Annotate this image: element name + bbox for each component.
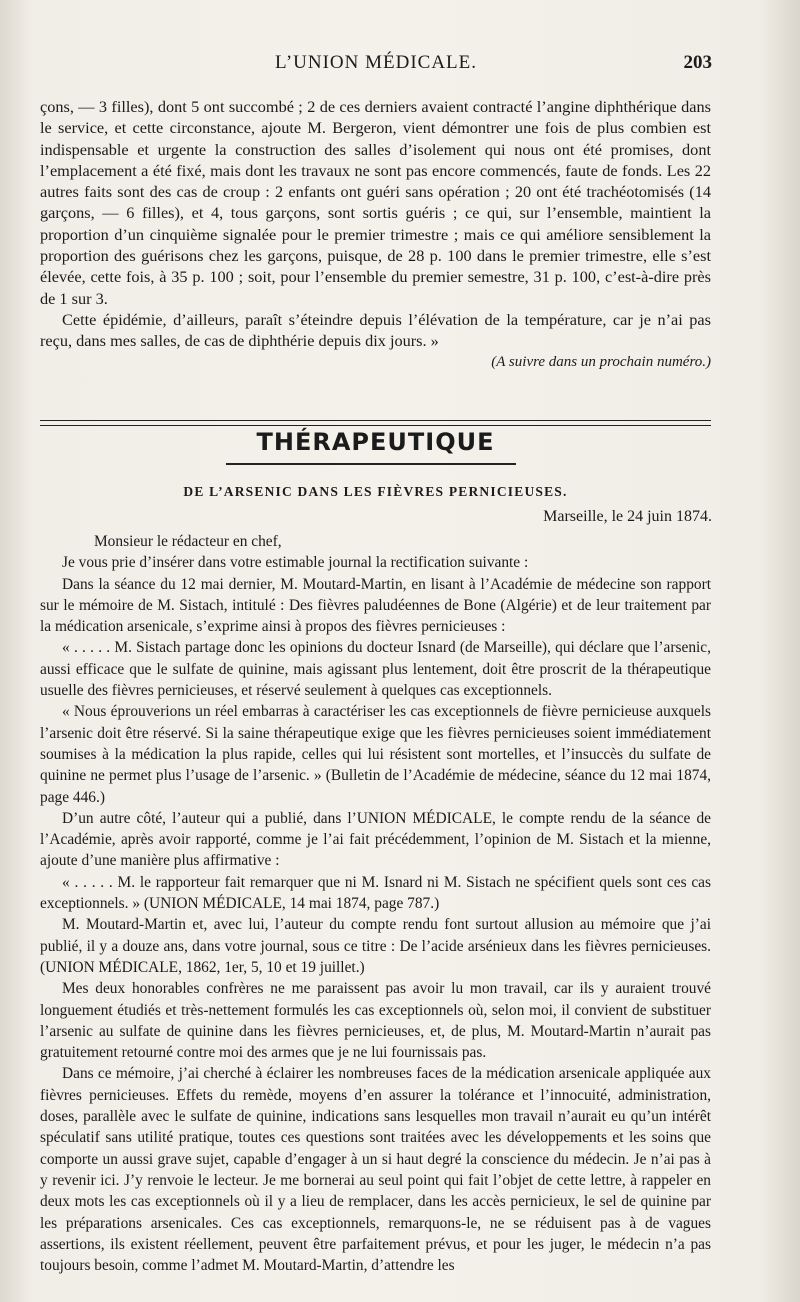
salutation: Monsieur le rédacteur en chef, bbox=[94, 533, 282, 550]
section-divider bbox=[40, 420, 711, 426]
section-underline bbox=[226, 463, 516, 465]
paragraph: D’un autre côté, l’auteur qui a publié, dans l’UNION MÉDICALE, le compte rendu de la séance de l’Académie, après avoir rapporté, comme je l’ai fait précédemment, l’opinion de M. Sistach et la mienne, ajoute d’une manière plus affirmative : bbox=[40, 809, 711, 870]
paragraph: çons, — 3 filles), dont 5 ont succombé ; 2 de ces derniers avaient contracté l’angine diphthérique dans le service, et cette circonstance, ajoute M. Bergeron, vient démontrer une fois de plus combien est indispensable et urgente la construction des salles d’isolement qui nous ont été promises, dont l’emplacement a été fixé, mais dont les travaux ne sont pas encore commencés, faute de fonds. Les 22 autres faits sont des cas de croup : 2 enfants ont guéri sans opération ; 20 ont été trachéotomisés (14 garçons, — 6 filles), et 4, tous garçons, sont sortis guéris ; ce qui, sur l’ensemble, maintient la proportion d’un cinquième signalée pour le premier trimestre ; mais ce qui améliore sensiblement la proportion des guérisons chez les garçons, puisque, de 28 p. 100 dans le premier trimestre, elle s’est élevée, cette fois, à 35 p. 100 ; soit, pour l’ensemble du premier semestre, 31 p. 100, c’est-à-dire près de 1 sur 3. bbox=[40, 97, 711, 308]
quote-paragraph: « . . . . . M. le rapporteur fait remarquer que ni M. Isnard ni M. Sistach ne spécifient quels sont ces cas exceptionnels. » (UNION MÉDICALE, 14 mai 1874, page 787.) bbox=[40, 873, 711, 913]
quote-paragraph: « . . . . . M. Sistach partage donc les opinions du docteur Isnard (de Marseille), qui déclare que l’arsenic, aussi efficace que le sulfate de quinine, mais agissant plus lentement, doit être proscrit de la thérapeutique usuelle des fièvres pernicieuses, et réservé seulement à quelques cas exceptionnels. bbox=[40, 639, 711, 700]
running-title: L’UNION MÉDICALE. bbox=[274, 52, 478, 73]
quote-paragraph: « Nous éprouverions un réel embarras à caractériser les cas exceptionnels de fièvre pernicieuse auxquels l’arsenic doit être réservé. Si la saine thérapeutique exige que les fièvres pernicieuses soient immédiatement soumises à la médication la plus rapide, celles qui lui résistent sont mortelles, et l’insuccès du sulfate de quinine ne permet plus l’usage de l’arsenic. » (Bulletin de l’Académie de médecine, séance du 12 mai 1874, page 446.) bbox=[40, 703, 711, 806]
paragraph: M. Moutard-Martin et, avec lui, l’auteur du compte rendu font surtout allusion au mémoire que j’ai publié, il y a douze ans, dans votre journal, sous ce titre : De l’acide arsénieux dans les fièvres pernicieuses. (UNION MÉDICALE, 1862, 1er, 5, 10 et 19 juillet.) bbox=[40, 916, 711, 976]
continued-text bbox=[40, 96, 711, 373]
dateline: Marseille, le 24 juin 1874. bbox=[543, 508, 712, 525]
article-title: DE L’ARSENIC DANS LES FIÈVRES PERNICIEUSES. bbox=[183, 484, 568, 499]
continued-note: (A suivre dans un prochain numéro.) bbox=[491, 353, 711, 370]
paragraph: Cette épidémie, d’ailleurs, paraît s’éteindre depuis l’élévation de la température, car je n’ai pas reçu, dans mes salles, de cas de diphthérie depuis dix jours. » bbox=[40, 309, 711, 351]
paragraph: Dans ce mémoire, j’ai cherché à éclairer les nombreuses faces de la médication arsenicale appliquée aux fièvres pernicieuses. Effets du remède, moyens d’en assurer la tolérance et l’innocuité, administration, doses, parallèle avec le sulfate de quinine, indications sans lesquelles mon travail n’aurait eu qu’un intérêt spéculatif sans utilité pratique, toutes ces questions sont traitées avec les développements et les soins que comporte un aussi grave sujet, capable d’engager à un si haut degré la conscience du médecin. Je n’ai pas à y revenir ici. J’y renvoie le lecteur. Je me bornerai au seul point qui fait l’objet de cette lettre, à rappeler en deux mots les cas exceptionnels où il y a lieu de remplacer, dans les accès pernicieux, le sel de quinine par les préparations arsenicales. Ces cas exceptionnels, remarquons-le, ne se réduisent pas à de vagues assertions, ils existent réellement, peuvent être parfaitement prévus, et pour les juger, le médecin n’a pas toujours besoin, comme l’admet M. Moutard-Martin, d’attendre les bbox=[40, 1065, 711, 1275]
paragraph: Dans la séance du 12 mai dernier, M. Moutard-Martin, en lisant à l’Académie de médecine son rapport sur le mémoire de M. Sistach, intitulé : Des fièvres paludéennes de Bone (Algérie) et de leur traitement par la médication arsenicale, s’exprime ainsi à propos des fièvres pernicieuses : bbox=[40, 575, 711, 636]
paragraph: Mes deux honorables confrères ne me paraissent pas avoir lu mon travail, car ils y auraient trouvé longuement étudiés et très-nettement formulés les cas exceptionnels où, selon moi, il convient de substituer l’arsenic au sulfate de quinine dans les fièvres pernicieuses, et, de plus, M. Moutard-Martin n’aurait pas gratuitement retourné contre moi des armes que je ne lui fournissais pas. bbox=[40, 980, 711, 1062]
section-title: THÉRAPEUTIQUE bbox=[256, 428, 495, 456]
article-body bbox=[40, 531, 711, 1276]
paragraph: Je vous prie d’insérer dans votre estimable journal la rectification suivante : bbox=[62, 554, 529, 572]
page-header bbox=[40, 52, 712, 82]
page-number: 203 bbox=[683, 52, 712, 73]
